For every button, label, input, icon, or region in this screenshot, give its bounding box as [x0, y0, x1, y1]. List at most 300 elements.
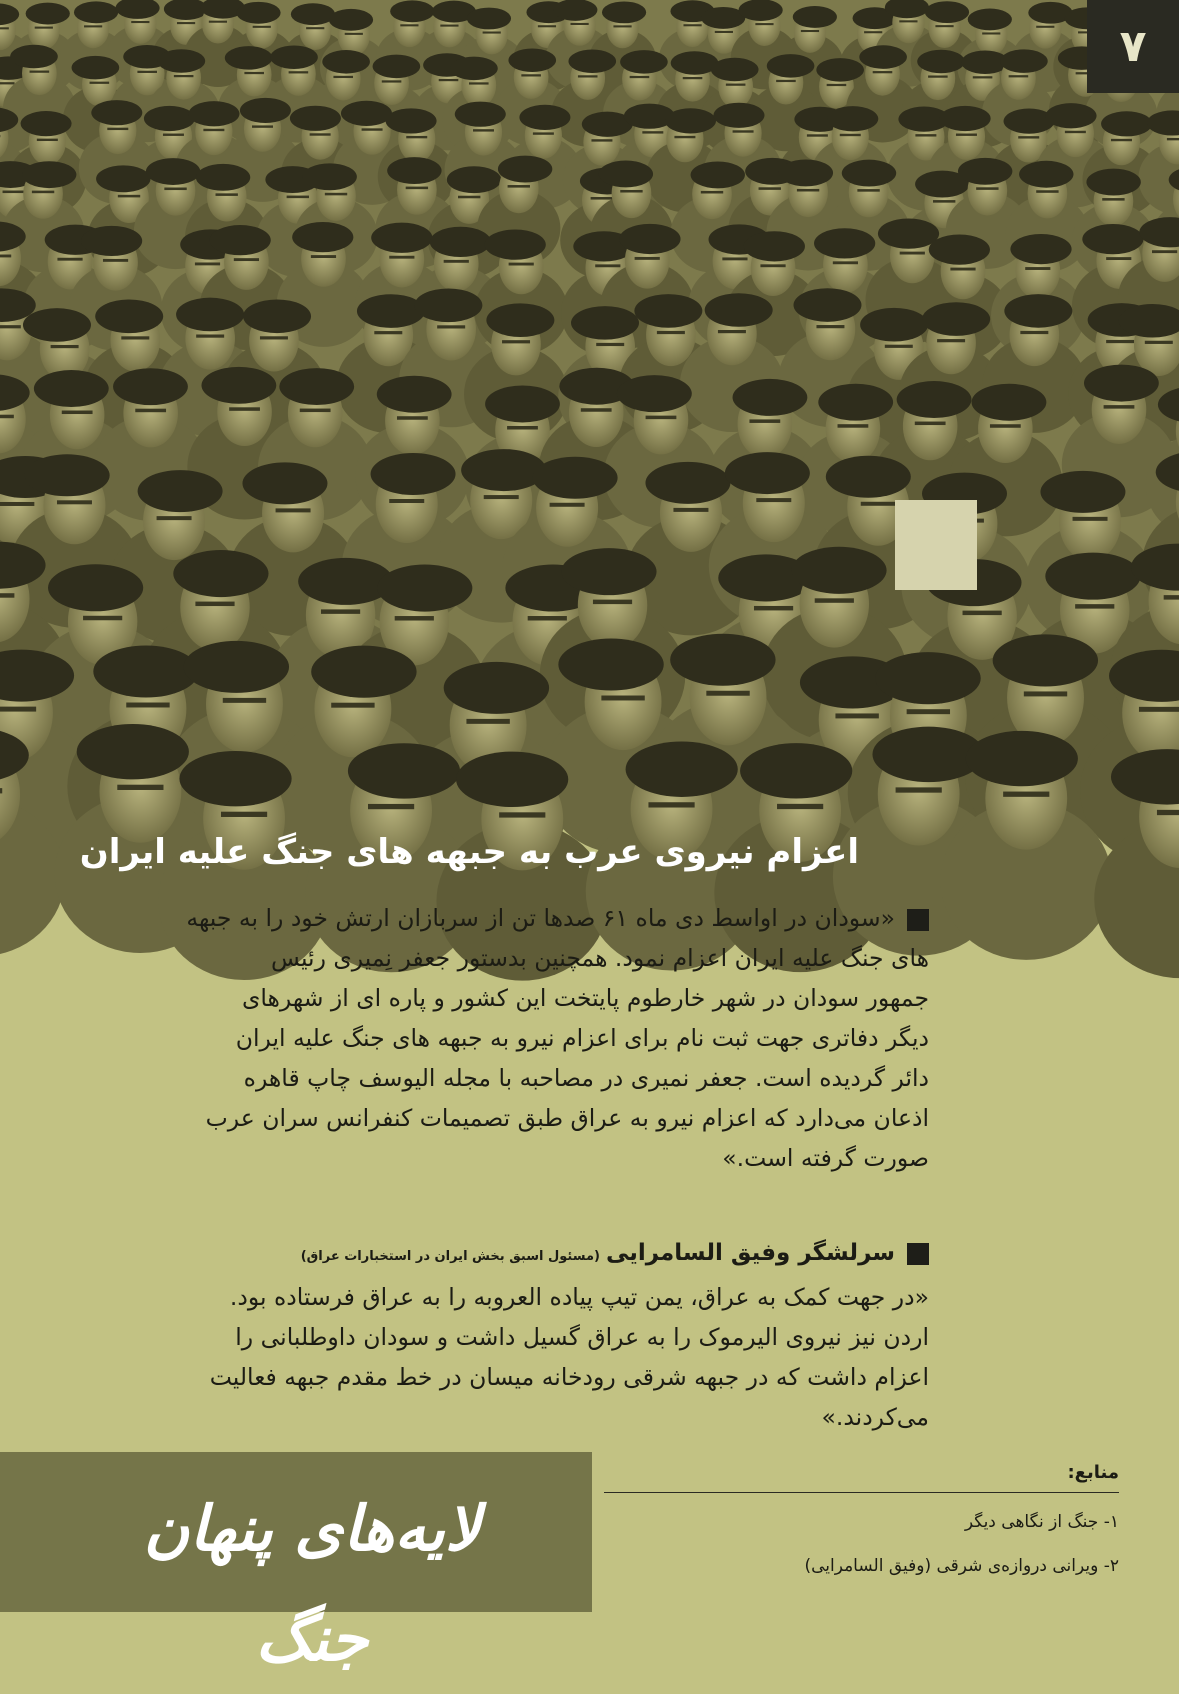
eyes-shape: [30, 71, 50, 73]
eyes-shape: [103, 259, 128, 262]
eyes-shape: [760, 264, 785, 267]
eyes-shape: [550, 503, 585, 507]
beret-shape: [929, 234, 990, 264]
beret-shape: [860, 308, 928, 342]
beret-shape: [875, 652, 980, 704]
eyes-shape: [928, 75, 948, 77]
eyes-shape: [310, 133, 331, 135]
eyes-shape: [484, 495, 519, 499]
eyes-shape: [325, 193, 347, 196]
beret-shape: [519, 105, 570, 130]
eyes-shape: [521, 74, 541, 76]
beret-shape: [619, 224, 680, 254]
beret-shape: [341, 101, 392, 126]
eyes-shape: [722, 257, 747, 260]
eyes-shape: [715, 31, 733, 33]
eyes-shape: [3, 191, 25, 194]
beret-shape: [201, 367, 276, 404]
eyes-shape: [406, 136, 427, 138]
square-bullet-icon: [907, 909, 929, 931]
beret-shape: [146, 158, 200, 185]
eyes-shape: [502, 340, 530, 343]
beret-shape: [302, 163, 356, 190]
eyes-shape: [1065, 131, 1086, 133]
beret-shape: [371, 223, 432, 253]
beret-shape: [467, 8, 511, 30]
eyes-shape: [1157, 810, 1179, 815]
beret-shape: [744, 231, 805, 261]
eyes-shape: [807, 134, 828, 136]
beret-shape: [455, 102, 506, 127]
eyes-shape: [1102, 198, 1124, 201]
eyes-shape: [331, 703, 374, 708]
eyes-shape: [578, 75, 598, 77]
eyes-shape: [950, 268, 975, 271]
beret-shape: [645, 462, 730, 504]
eyes-shape: [801, 30, 819, 32]
beret-shape: [270, 45, 318, 69]
eyes-shape: [174, 75, 194, 77]
beret-shape: [1010, 234, 1071, 264]
eyes-shape: [833, 261, 858, 264]
beret-shape: [558, 638, 663, 690]
eyes-shape: [469, 82, 489, 84]
eyes-shape: [873, 71, 893, 73]
eyes-shape: [538, 25, 556, 27]
page-number-badge: ۷: [1087, 0, 1179, 93]
eyes-shape: [1036, 26, 1054, 28]
eyes-shape: [131, 21, 149, 23]
beret-shape: [733, 379, 808, 416]
beret-shape: [818, 384, 893, 421]
beret-shape: [1004, 294, 1072, 328]
eyes-shape: [406, 187, 428, 190]
eyes-shape: [683, 77, 703, 79]
eyes-shape: [83, 616, 122, 620]
eyes-shape: [982, 32, 1000, 34]
beret-shape: [138, 470, 223, 512]
beret-shape: [279, 368, 354, 405]
crowd-photo: [0, 0, 1179, 795]
speaker-line: [49, 1233, 929, 1277]
eyes-shape: [215, 193, 237, 196]
beret-shape: [1019, 161, 1073, 188]
sources-heading: منابع:: [599, 1462, 1119, 1490]
beret-shape: [917, 50, 965, 74]
eyes-shape: [630, 76, 650, 78]
eyes-shape: [857, 189, 879, 192]
beret-shape: [705, 293, 773, 327]
beret-shape: [22, 161, 76, 188]
beret-shape: [626, 742, 738, 797]
eyes-shape: [595, 264, 620, 267]
paragraph-line-3: اعزام داشت که در جبهه شرقی رودخانه میسان در خط مقدم جبهه فعالیت: [49, 1357, 929, 1397]
eyes-shape: [835, 713, 878, 718]
beret-shape: [508, 48, 556, 72]
eyes-shape: [648, 802, 694, 807]
eyes-shape: [1075, 604, 1114, 608]
eyes-shape: [252, 125, 273, 127]
beret-shape: [1101, 111, 1152, 136]
beret-shape: [290, 106, 341, 131]
eyes-shape: [483, 31, 501, 33]
eyes-shape: [440, 25, 458, 27]
eyes-shape: [864, 31, 882, 33]
eyes-shape: [885, 345, 913, 348]
eyes-shape: [0, 593, 14, 597]
beret-shape: [311, 646, 416, 698]
eyes-shape: [164, 188, 186, 191]
crowd-photo-illustration: [0, 0, 1179, 795]
beret-shape: [485, 229, 546, 259]
beret-shape: [1082, 224, 1143, 254]
eyes-shape: [195, 602, 234, 606]
beret-shape: [1000, 49, 1048, 73]
beret-shape: [561, 548, 656, 595]
eyes-shape: [635, 257, 660, 260]
beret-shape: [599, 161, 653, 188]
beret-shape: [1086, 169, 1140, 196]
beret-shape: [236, 2, 280, 24]
eyes-shape: [444, 260, 469, 263]
beret-shape: [390, 0, 434, 22]
beret-shape: [972, 384, 1047, 421]
eyes-shape: [755, 23, 773, 25]
beret-shape: [713, 103, 764, 128]
eyes-shape: [1139, 707, 1179, 712]
eyes-shape: [1145, 341, 1173, 344]
eyes-shape: [591, 197, 613, 200]
eyes-shape: [439, 79, 459, 81]
beret-shape: [533, 457, 618, 499]
paragraph-line-4: می‌کردند.»: [49, 1397, 929, 1437]
beret-shape: [348, 743, 460, 798]
eyes-shape: [345, 33, 363, 35]
eyes-shape: [121, 336, 149, 339]
sources-section: [599, 1462, 1119, 1599]
beret-shape: [1046, 103, 1097, 128]
eyes-shape: [107, 128, 128, 130]
eyes-shape: [620, 190, 642, 193]
beret-shape: [711, 58, 759, 82]
beret-shape: [485, 386, 560, 423]
beret-shape: [571, 306, 639, 340]
beret-shape: [95, 300, 163, 334]
eyes-shape: [157, 516, 192, 520]
eyes-shape: [362, 128, 383, 130]
book-logo: لایه‌های پنهان جنگ: [92, 1474, 532, 1584]
beret-shape: [10, 45, 58, 69]
article-title: اعزام نیروی عرب به جبهه های جنگ علیه ایران: [59, 832, 859, 872]
eyes-shape: [900, 252, 925, 255]
eyes-shape: [0, 82, 15, 84]
beret-shape: [665, 108, 716, 133]
eyes-shape: [642, 131, 663, 133]
eyes-shape: [84, 25, 102, 27]
eyes-shape: [300, 409, 331, 413]
eyes-shape: [933, 200, 955, 203]
eyes-shape: [815, 598, 854, 602]
beret-shape: [243, 299, 311, 333]
beret-shape: [966, 731, 1078, 786]
eyes-shape: [508, 185, 530, 188]
paragraph-line-3: جمهور سودان در شهر خارطوم پایتخت این کشور و پاره ای از شهرهای: [49, 978, 929, 1018]
beret-shape: [430, 227, 491, 257]
beret-shape: [387, 157, 441, 184]
eyes-shape: [466, 719, 509, 724]
eyes-shape: [126, 703, 169, 708]
beret-shape: [96, 165, 150, 192]
beret-shape: [553, 0, 597, 21]
eyes-shape: [229, 407, 260, 411]
beret-shape: [816, 58, 864, 82]
beret-shape: [922, 302, 990, 336]
eyes-shape: [1167, 138, 1179, 140]
eyes-shape: [195, 262, 220, 265]
beret-shape: [842, 160, 896, 187]
eyes-shape: [368, 804, 414, 809]
eyes-shape: [118, 195, 140, 198]
beret-shape: [1084, 365, 1159, 402]
beret-shape: [414, 288, 482, 322]
beret-shape: [298, 558, 393, 605]
speaker-role: (مسئول اسبق بخش ایران در استخبارات عراق): [301, 1249, 600, 1264]
beret-shape: [456, 752, 568, 807]
eyes-shape: [646, 416, 677, 420]
eyes-shape: [706, 691, 749, 696]
eyes-shape: [1106, 257, 1131, 260]
beret-shape: [1040, 471, 1125, 513]
eyes-shape: [683, 24, 701, 26]
eyes-shape: [533, 132, 554, 134]
beret-shape: [814, 228, 875, 258]
beret-shape: [25, 454, 110, 496]
paragraph-line-6: اذعان می‌دارد که اعزام نیرو به عراق طبق تصمیمات کنفرانس سران عرب: [49, 1098, 929, 1138]
beret-shape: [72, 56, 120, 80]
eyes-shape: [976, 187, 998, 190]
eyes-shape: [1025, 267, 1050, 270]
beret-shape: [859, 45, 907, 69]
beret-shape: [240, 98, 291, 123]
eyes-shape: [733, 130, 754, 132]
eyes-shape: [135, 409, 166, 413]
beret-shape: [373, 55, 421, 79]
sources-divider: [604, 1492, 1119, 1493]
eyes-shape: [777, 804, 823, 809]
eyes-shape: [458, 196, 480, 199]
eyes-shape: [1003, 792, 1049, 797]
beret-shape: [291, 3, 335, 25]
eyes-shape: [234, 258, 259, 261]
beret-shape: [357, 294, 425, 328]
eyes-shape: [956, 134, 977, 136]
eyes-shape: [601, 696, 644, 701]
eyes-shape: [57, 258, 82, 261]
eyes-shape: [673, 508, 708, 512]
beret-shape: [793, 6, 837, 28]
eyes-shape: [816, 325, 844, 328]
eyes-shape: [0, 415, 14, 419]
eyes-shape: [593, 600, 632, 604]
eyes-shape: [1018, 136, 1039, 138]
beret-shape: [77, 724, 189, 779]
eyes-shape: [1024, 691, 1067, 696]
eyes-shape: [177, 22, 195, 24]
beret-shape: [329, 9, 373, 31]
eyes-shape: [935, 25, 953, 27]
eyes-shape: [389, 499, 424, 503]
eyes-shape: [701, 191, 723, 194]
eyes-shape: [990, 424, 1021, 428]
beret-shape: [377, 376, 452, 413]
eyes-shape: [0, 707, 36, 712]
eyes-shape: [915, 134, 936, 136]
beret-shape: [897, 381, 972, 418]
eyes-shape: [90, 82, 110, 84]
eyes-shape: [203, 129, 224, 131]
eyes-shape: [754, 606, 793, 610]
beret-shape: [377, 565, 472, 612]
eyes-shape: [509, 263, 534, 266]
eyes-shape: [718, 330, 746, 333]
eyes-shape: [223, 698, 266, 703]
beret-shape: [34, 370, 109, 407]
beret-shape: [779, 159, 833, 186]
beret-shape: [498, 156, 552, 183]
eyes-shape: [382, 80, 402, 82]
eyes-shape: [117, 785, 163, 790]
eyes-shape: [528, 616, 567, 620]
eyes-shape: [827, 84, 847, 86]
beret-shape: [767, 54, 815, 78]
eyes-shape: [1104, 405, 1135, 409]
eyes-shape: [937, 339, 965, 342]
eyes-shape: [306, 27, 324, 29]
beret-shape: [993, 634, 1098, 686]
beret-shape: [184, 641, 289, 693]
beret-shape: [144, 106, 195, 131]
eyes-shape: [1152, 250, 1177, 253]
eyes-shape: [797, 189, 819, 192]
paragraph-line-1: [49, 898, 929, 938]
beret-shape: [386, 108, 437, 133]
beret-shape: [739, 0, 783, 21]
eyes-shape: [0, 255, 11, 258]
eyes-shape: [395, 616, 434, 620]
beret-shape: [173, 550, 268, 597]
paragraph-text: «سودان در اواسط دی ماه ۶۱ صدها تن از سربازان ارتش خود را به جبهه: [186, 904, 895, 932]
eyes-shape: [596, 343, 624, 346]
eyes-shape: [437, 325, 465, 328]
eyes-shape: [776, 80, 796, 82]
eyes-shape: [321, 609, 360, 613]
eyes-shape: [1009, 75, 1029, 77]
eyes-shape: [907, 709, 950, 714]
paragraph-line-5: دائر گردیده است. جعفر نمیری در مصاحبه با مجله الیوسف چاپ قاهره: [49, 1058, 929, 1098]
eyes-shape: [861, 502, 896, 506]
eyes-shape: [35, 27, 53, 29]
eyes-shape: [311, 255, 336, 258]
beret-shape: [447, 166, 501, 193]
source-item-1: ۱- جنگ از نگاهی دیگر: [599, 1511, 1119, 1533]
eyes-shape: [1073, 517, 1108, 521]
beret-shape: [617, 375, 692, 412]
beret-shape: [878, 219, 939, 249]
beret-shape: [826, 456, 911, 498]
eyes-shape: [838, 424, 869, 428]
paragraph-line-7: صورت گرفته است.»: [49, 1138, 929, 1178]
beret-shape: [634, 294, 702, 328]
beret-shape: [371, 453, 456, 495]
eyes-shape: [260, 336, 288, 339]
beret-shape: [179, 751, 291, 806]
eyes-shape: [287, 196, 309, 199]
eyes-shape: [253, 26, 271, 28]
beret-shape: [225, 46, 273, 70]
speaker-name: سرلشگر وفیق السامرایی: [606, 1240, 895, 1266]
beret-shape: [925, 1, 969, 23]
eyes-shape: [1164, 595, 1179, 599]
eyes-shape: [137, 71, 157, 73]
beret-shape: [793, 288, 861, 322]
eyes-shape: [473, 129, 494, 131]
eyes-shape: [840, 134, 861, 136]
eyes-shape: [581, 408, 612, 412]
paragraph-line-1: «در جهت کمک به عراق، یمن تیپ پیاده العروبه را به عراق فرستاده بود.: [49, 1277, 929, 1317]
eyes-shape: [244, 72, 264, 74]
beret-shape: [74, 1, 118, 23]
eyes-shape: [62, 411, 93, 415]
eyes-shape: [221, 812, 267, 817]
eyes-shape: [899, 20, 917, 22]
beret-shape: [740, 743, 852, 798]
eyes-shape: [591, 139, 612, 141]
beret-shape: [1045, 553, 1140, 600]
eyes-shape: [756, 498, 791, 502]
eyes-shape: [0, 502, 34, 506]
beret-shape: [176, 298, 244, 332]
camera-box-shape: [895, 500, 977, 590]
eyes-shape: [613, 25, 631, 27]
eyes-shape: [1106, 340, 1134, 343]
eyes-shape: [0, 325, 21, 328]
quote-block-sudan: [49, 898, 929, 1178]
beret-shape: [188, 101, 239, 126]
beret-shape: [827, 106, 878, 131]
eyes-shape: [32, 191, 54, 194]
eyes-shape: [0, 788, 2, 793]
beret-shape: [620, 50, 668, 74]
beret-shape: [322, 50, 370, 74]
eyes-shape: [963, 611, 1002, 615]
eyes-shape: [276, 508, 311, 512]
eyes-shape: [209, 21, 227, 23]
beret-shape: [210, 225, 271, 255]
beret-shape: [292, 222, 353, 252]
eyes-shape: [749, 419, 780, 423]
eyes-shape: [674, 136, 695, 138]
beret-shape: [23, 308, 91, 342]
paragraph-line-2: های جنگ علیه ایران اعزام نمود. همچنین بدستور جعفر نِمیری رئیس: [49, 938, 929, 978]
beret-shape: [670, 634, 775, 686]
beret-shape: [444, 662, 549, 714]
square-bullet-icon: [907, 1243, 929, 1265]
eyes-shape: [51, 345, 79, 348]
beret-shape: [725, 452, 810, 494]
paragraph-line-2: اردن نیز نیروی الیرموک را به عراق گسیل داشت و سودان داوطلبانی را: [49, 1317, 929, 1357]
eyes-shape: [374, 331, 402, 334]
beret-shape: [21, 111, 72, 136]
